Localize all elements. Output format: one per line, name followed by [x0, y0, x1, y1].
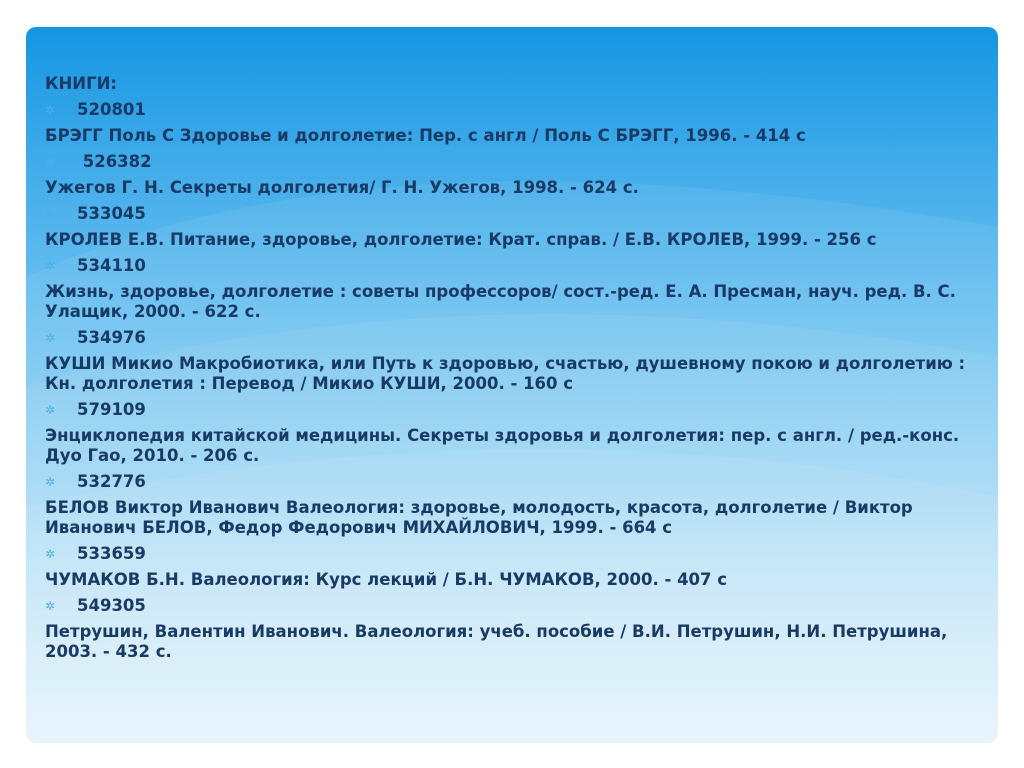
catalog-code: 533045 — [77, 204, 146, 223]
catalog-code: 532776 — [77, 472, 146, 491]
code-row — [45, 593, 975, 619]
heading: КНИГИ: — [45, 74, 118, 93]
bullet-icon: ✲ — [45, 403, 56, 417]
catalog-code: 579109 — [77, 400, 146, 419]
code-row — [45, 541, 975, 567]
catalog-code: 526382 — [77, 152, 152, 171]
list-item — [45, 253, 975, 325]
code-row — [45, 97, 975, 123]
code-row — [45, 325, 975, 351]
code-row — [45, 253, 975, 279]
list-item — [45, 325, 975, 397]
catalog-code: 533659 — [77, 544, 146, 563]
code-row — [45, 201, 975, 227]
book-description: КУШИ Микио Макробиотика, или Путь к здоровью, счастью, душевному покою и долголетию : Кн. долголетия : Перевод / Микио КУШИ, 2000. - 160 с — [45, 354, 966, 393]
list-item — [45, 593, 975, 665]
book-description: Петрушин, Валентин Иванович. Валеология: учеб. пособие / В.И. Петрушин, Н.И. Петрушина, 2003. - 432 с. — [45, 622, 948, 661]
code-row — [45, 469, 975, 495]
book-description: Энциклопедия китайской медицины. Секреты здоровья и долголетия: пер. с англ. / ред.-конс. Дуо Гао, 2010. - 206 с. — [45, 426, 960, 465]
list-item — [45, 97, 975, 149]
bullet-icon: ✲ — [45, 475, 56, 489]
list-item — [45, 469, 975, 541]
book-list — [45, 71, 975, 665]
bullet-icon: ✲ — [45, 599, 56, 613]
book-description: Жизнь, здоровье, долголетие : советы профессоров/ сост.-ред. Е. А. Пресман, науч. ред. В. С. Улащик, 2000. - 622 с. — [45, 282, 956, 321]
bullet-icon: ✲ — [45, 207, 56, 221]
slide — [26, 27, 998, 743]
code-row — [45, 397, 975, 423]
catalog-code: 534110 — [77, 256, 146, 275]
bullet-icon: ✲ — [45, 259, 56, 273]
list-item — [45, 149, 975, 201]
book-description: Ужегов Г. Н. Секреты долголетия/ Г. Н. Ужегов, 1998. - 624 с. — [45, 178, 639, 197]
book-description: КРОЛЕВ Е.В. Питание, здоровье, долголетие: Крат. справ. / Е.В. КРОЛЕВ, 1999. - 256 с — [45, 230, 877, 249]
list-item — [45, 541, 975, 593]
book-description: БЕЛОВ Виктор Иванович Валеология: здоровье, молодость, красота, долголетие / Виктор Иванович БЕЛОВ, Федор Федорович МИХАЙЛОВИЧ, 1999. - 664 с — [45, 498, 913, 537]
catalog-code: 549305 — [77, 596, 146, 615]
bullet-icon: ✲ — [45, 331, 56, 345]
bullet-icon: ✲ — [45, 103, 56, 117]
bullet-icon: ✲ — [45, 547, 56, 561]
catalog-code: 520801 — [77, 100, 146, 119]
book-description: ЧУМАКОВ Б.Н. Валеология: Курс лекций / Б.Н. ЧУМАКОВ, 2000. - 407 с — [45, 570, 728, 589]
bullet-icon: ✲ — [45, 155, 56, 169]
catalog-code: 534976 — [77, 328, 146, 347]
entries-list — [45, 97, 975, 665]
book-description: БРЭГГ Поль С Здоровье и долголетие: Пер. с англ / Поль С БРЭГГ, 1996. - 414 с — [45, 126, 806, 145]
list-item — [45, 397, 975, 469]
list-item — [45, 201, 975, 253]
code-row — [45, 149, 975, 175]
